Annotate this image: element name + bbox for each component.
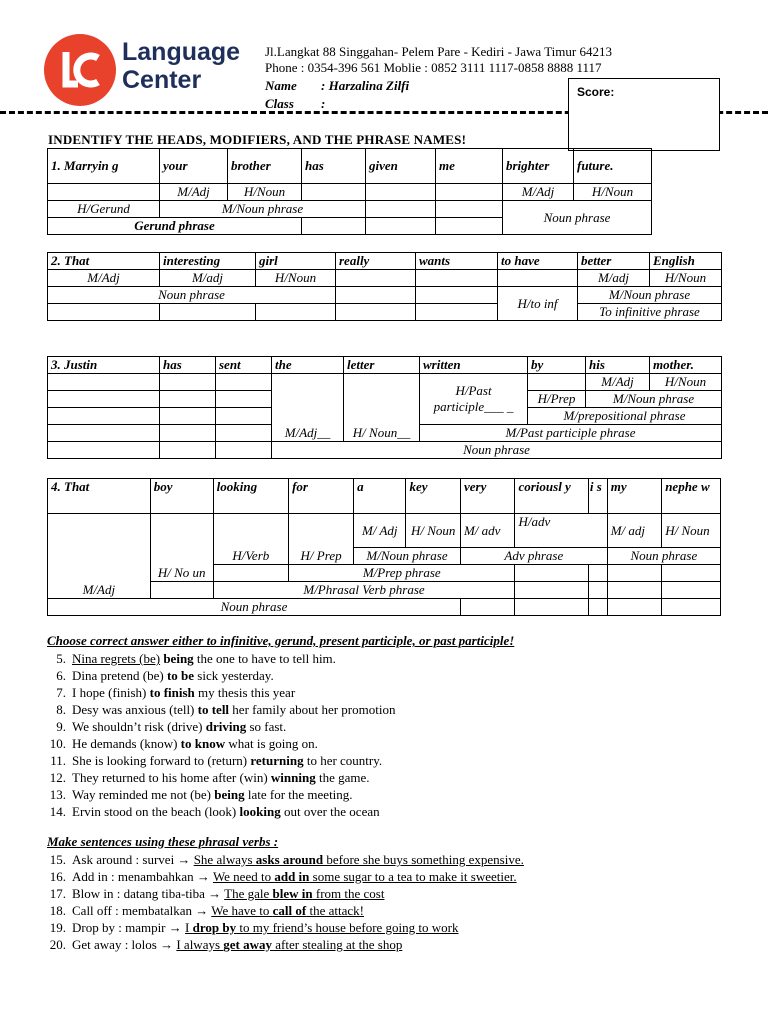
item-answer: to tell [194,702,230,717]
phrase-table-3 [47,356,722,459]
list-item [40,752,395,769]
label-cell: M/Noun phrase [586,391,722,408]
word-cell: letter [344,357,420,374]
item-answer: looking [236,804,281,819]
list-item [40,936,524,953]
exercise-title: INDENTIFY THE HEADS, MODIFIERS, AND THE PHRASE NAMES! [48,132,467,147]
empty-cell [48,184,160,201]
item-prompt: She is looking forward to (return) [72,753,248,768]
score-box [568,78,720,151]
word-cell: my [607,479,662,514]
item-number: 13. [49,787,66,802]
word-cell: for [289,479,354,514]
item-rest: out over the ocean [280,804,380,819]
empty-cell [216,442,272,459]
word-cell: interesting [160,253,256,270]
sentence-start: She always [193,852,256,867]
logo-mark [44,34,116,106]
item-number: 20. [49,937,66,952]
item-prompt: Way reminded me not (be) [72,787,212,802]
list-item [40,786,395,803]
list-item [40,701,395,718]
name-value: : Harzalina Zilfi [321,78,410,93]
empty-cell [607,565,662,582]
empty-cell [216,374,272,391]
label-cell: M/Noun phrase [354,548,461,565]
empty-cell [160,374,216,391]
empty-cell [436,218,503,235]
empty-cell [216,425,272,442]
word-cell: given [366,149,436,184]
empty-cell [416,270,498,287]
item-sentence [224,886,384,901]
empty-cell [460,599,515,616]
address: Jl.Langkat 88 Singgahan- Pelem Pare - Kediri - Jawa Timur 64213 [265,44,612,59]
empty-cell [416,287,498,304]
item-answer: to finish [146,685,195,700]
word-cell: very [460,479,515,514]
word-cell: sent [216,357,272,374]
label-cell: M/Adj [48,270,160,287]
empty-cell [662,565,721,582]
label-cell: Noun phrase [272,442,722,459]
empty-cell [662,599,721,616]
empty-cell [366,184,436,201]
label-cell: M/adj [160,270,256,287]
item-rest: to her country. [303,753,383,768]
sentence-verb: drop by [192,920,237,935]
empty-cell [302,218,366,235]
item-number: 17. [49,886,66,901]
empty-cell [48,425,160,442]
label-cell: H/ Noun [406,514,461,548]
item-prompt: Call off : membatalkan → [72,903,212,918]
item-sentence [194,852,524,867]
sentence-end: to my friend’s house before going to work [236,920,459,935]
label-cell: Noun phrase [48,287,336,304]
logo-text [122,38,240,94]
label-cell: M/ adj [607,514,662,548]
empty-cell [256,304,336,321]
label-cell: Adv phrase [460,548,607,565]
empty-cell [607,582,662,599]
label-cell: M/Past participle phrase [420,425,722,442]
list-item [40,902,524,919]
item-answer: being [160,651,194,666]
empty-cell [436,201,503,218]
sentence-end: the attack! [306,903,364,918]
empty-cell [607,599,662,616]
word-cell: really [336,253,416,270]
word-cell: me [436,149,503,184]
word-cell: your [160,149,228,184]
logo-line2: Center [122,66,202,94]
class-label: Class [265,96,294,111]
section3-title: Make sentences using these phrasal verbs : [47,834,279,849]
empty-cell [160,304,256,321]
empty-cell [150,582,213,599]
word-cell: girl [256,253,336,270]
section2-title: Choose correct answer either to infinitive, gerund, present participle, or past participle! [47,633,515,648]
item-rest: so fast. [246,719,287,734]
empty-cell [160,442,216,459]
empty-cell [588,565,607,582]
list-item [40,919,524,936]
label-cell: Gerund phrase [48,218,302,235]
label-cell: M/Adj__ [272,374,344,442]
item-answer: being [211,787,245,802]
label-cell: H/Noun [256,270,336,287]
sentence-verb: asks around [255,852,324,867]
item-number: 9. [56,719,66,734]
word-cell: has [160,357,216,374]
sentence-verb: blew in [272,886,313,901]
empty-cell [48,442,160,459]
item-answer: to be [163,668,195,683]
word-cell: by [528,357,586,374]
empty-cell [528,374,586,391]
empty-cell [216,408,272,425]
item-number: 6. [56,668,66,683]
empty-cell [48,374,160,391]
item-number: 14. [49,804,66,819]
item-rest: the game. [315,770,370,785]
word-cell: i s [588,479,607,514]
item-sentence [211,903,364,918]
item-rest: my thesis this year [194,685,296,700]
empty-cell [216,391,272,408]
word-cell: coriousl y [515,479,588,514]
empty-cell [588,599,607,616]
word-cell: a [354,479,406,514]
score-label: Score: [577,85,615,99]
item-number: 7. [56,685,66,700]
address-block [265,44,612,76]
empty-cell [588,582,607,599]
sentence-start: We need to [212,869,275,884]
list-item [40,735,395,752]
item-answer: returning [247,753,304,768]
word-cell: wants [416,253,498,270]
sentence-verb: call of [272,903,307,918]
label-cell: M/Phrasal Verb phrase [213,582,515,599]
empty-cell [48,304,160,321]
sentence-verb: get away [223,937,273,952]
label-cell: M/Noun phrase [578,287,722,304]
word-cell: boy [150,479,213,514]
word-cell: future. [574,149,652,184]
item-number: 5. [56,651,66,666]
word-cell: brother [228,149,302,184]
word-cell: has [302,149,366,184]
empty-cell [213,565,288,582]
item-number: 15. [49,852,66,867]
class-value: : [321,96,326,111]
label-cell: H/Noun [574,184,652,201]
item-number: 10. [49,736,66,751]
list-item [40,885,524,902]
sentence-end: before she buys something expensive. [323,852,524,867]
sentence-end: after stealing at the shop [272,937,403,952]
list-item [40,718,395,735]
item-prompt: Add in : menambahkan → [72,869,213,884]
list-item [40,667,395,684]
label-cell: Noun phrase [48,599,461,616]
item-prompt: Blow in : datang tiba-tiba → [72,886,225,901]
word-cell: mother. [650,357,722,374]
list-item [40,803,395,820]
list-item [40,868,524,885]
word-cell: 1. Marryin g [48,149,160,184]
empty-cell [515,565,588,582]
label-cell: H/ Prep [289,514,354,565]
name-row [265,78,409,94]
item-prompt: Desy was anxious (tell) [72,702,195,717]
word-cell: written [420,357,528,374]
label-cell: H/to inf [498,287,578,321]
label-cell: M/Adj [586,374,650,391]
empty-cell [302,184,366,201]
item-number: 8. [56,702,66,717]
label-cell: Noun phrase [607,548,720,565]
label-cell: M/Adj [160,184,228,201]
label-cell: H/Verb [213,514,288,565]
sentence-start: We have to [211,903,273,918]
empty-cell [498,270,578,287]
item-prompt: He demands (know) [72,736,178,751]
item-prompt: We shouldn’t risk (drive) [72,719,203,734]
item-sentence [176,937,402,952]
word-cell: to have [498,253,578,270]
item-prompt: Drop by : mampir → [72,920,186,935]
word-cell: nephe w [662,479,721,514]
label-cell: M/Noun phrase [160,201,366,218]
empty-cell [48,408,160,425]
empty-cell [336,287,416,304]
label-cell: H/Prep [528,391,586,408]
phrase-table-1 [47,148,652,235]
empty-cell [160,408,216,425]
empty-cell [336,270,416,287]
label-cell: H/ Noun__ [344,374,420,442]
empty-cell [436,184,503,201]
list-item [40,650,395,667]
sentence-verb: add in [274,869,310,884]
label-cell: M/ Adj [354,514,406,548]
phrase-table-2 [47,252,722,321]
item-prompt: Ask around : survei → [72,852,194,867]
label-cell: H/Gerund [48,201,160,218]
word-cell: key [406,479,461,514]
label-cell: H/Noun [650,374,722,391]
list-item [40,769,395,786]
empty-cell [515,599,588,616]
empty-cell [336,304,416,321]
name-label: Name [265,78,297,93]
list-item [40,684,395,701]
empty-cell [515,582,588,599]
empty-cell [416,304,498,321]
sentence-start: I [185,920,193,935]
label-cell: Noun phrase [503,201,652,235]
item-rest: her family about her promotion [229,702,396,717]
item-number: 11. [50,753,66,768]
item-prompt: Dina pretend (be) [72,668,164,683]
label-cell: To infinitive phrase [578,304,722,321]
sentence-end: from the cost [312,886,385,901]
label-cell: M/ adv [460,514,515,548]
sentence-start: The gale [224,886,273,901]
label-cell: H/adv [515,514,607,548]
item-prompt: Get away : lolos → [72,937,177,952]
item-prompt: Nina regrets (be) [72,651,161,666]
verb-form-list [40,650,395,820]
phrase-table-4 [47,478,721,616]
label-cell: M/prepositional phrase [528,408,722,425]
item-rest: the one to have to tell him. [193,651,336,666]
item-number: 18. [49,903,66,918]
empty-cell [160,425,216,442]
item-number: 12. [49,770,66,785]
word-cell: his [586,357,650,374]
item-sentence [213,869,517,884]
sentence-start: I always [176,937,224,952]
item-number: 19. [49,920,66,935]
label-cell: M/adj [578,270,650,287]
item-prompt: They returned to his home after (win) [72,770,268,785]
list-item [40,851,524,868]
word-cell: better [578,253,650,270]
label-cell: H/Noun [228,184,302,201]
item-prompt: Ervin stood on the beach (look) [72,804,237,819]
item-rest: late for the meeting. [244,787,353,802]
word-cell: English [650,253,722,270]
sentence-end: some sugar to a tea to make it sweetier. [309,869,517,884]
item-answer: driving [202,719,247,734]
word-cell: the [272,357,344,374]
word-cell: brighter [503,149,574,184]
label-cell: H/ No un [150,514,213,582]
item-rest: sick yesterday. [194,668,274,683]
word-cell: looking [213,479,288,514]
item-number: 16. [49,869,66,884]
phrasal-verb-list [40,851,524,953]
word-cell: 3. Justin [48,357,160,374]
phone: Phone : 0354-396 561 Moblie : 0852 3111 1117-0858 8888 1117 [265,60,602,75]
label-cell: H/Noun [650,270,722,287]
item-sentence [185,920,458,935]
word-cell: 2. That [48,253,160,270]
empty-cell [48,391,160,408]
logo-line1: Language [122,38,241,66]
label-cell: H/ Noun [662,514,721,548]
empty-cell [366,218,436,235]
item-prompt: I hope (finish) [72,685,147,700]
label-cell: M/Adj [503,184,574,201]
item-answer: to know [177,736,226,751]
label-cell: M/Prep phrase [289,565,515,582]
word-cell: 4. That [48,479,151,514]
empty-cell [366,201,436,218]
class-row [265,96,325,112]
item-answer: winning [267,770,316,785]
label-cell: M/Adj [48,514,151,599]
label-cell: H/Past participle___ _ [420,374,528,425]
item-rest: what is going on. [225,736,318,751]
empty-cell [662,582,721,599]
empty-cell [160,391,216,408]
